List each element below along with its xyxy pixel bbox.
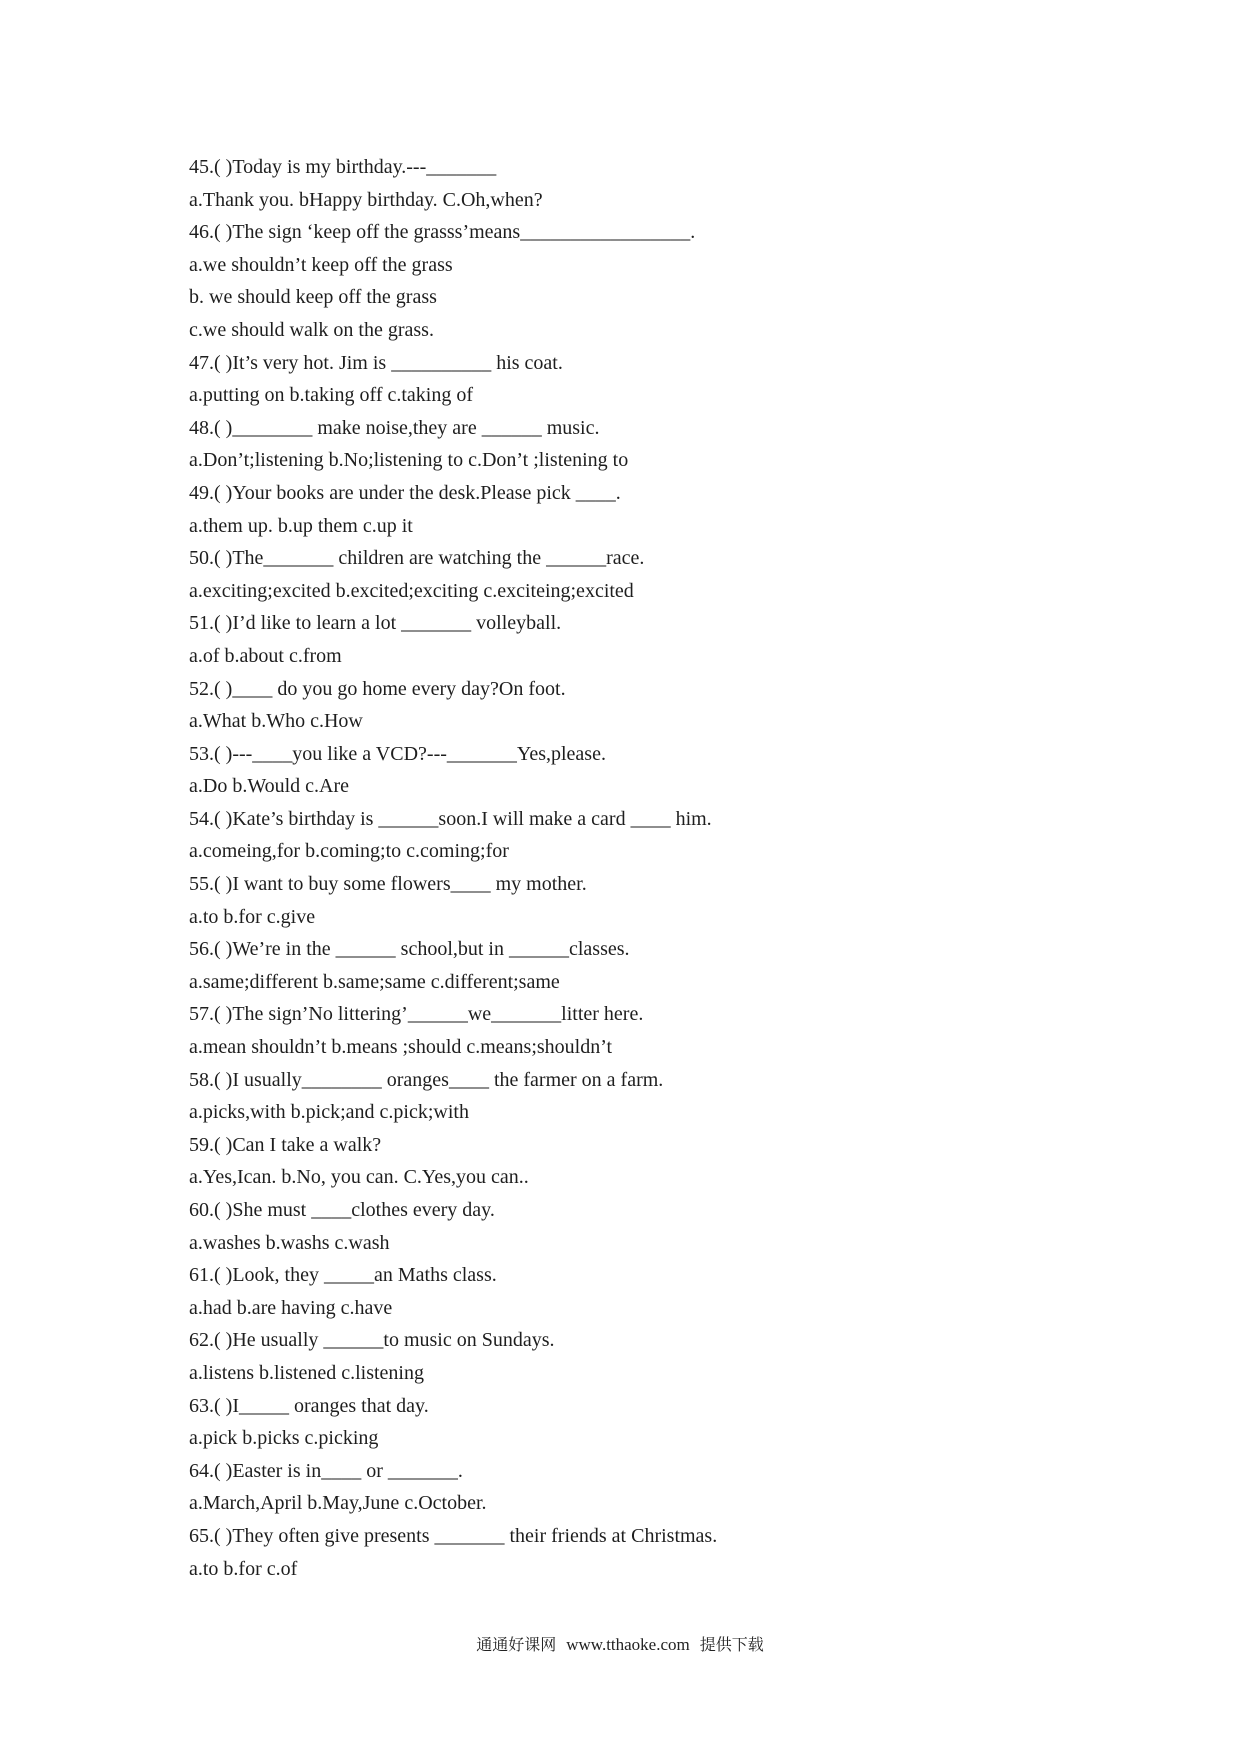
options-line: a.putting on b.taking off c.taking of [189,384,474,407]
question-line: 65.( )They often give presents _______ their friends at Christmas. [189,1524,718,1547]
options-line: a.washes b.washs c.wash [189,1231,390,1254]
options-line: a.to b.for c.give [189,905,316,928]
options-line: a.comeing,for b.coming;to c.coming;for [189,840,509,863]
options-line: a.Do b.Would c.Are [189,775,350,798]
options-line: a.Yes,Ican. b.No, you can. C.Yes,you can.. [189,1166,529,1189]
options-line: a.mean shouldn’t b.means ;should c.means;shouldn’t [189,1036,613,1059]
footer-suffix: 提供下载 [699,1635,764,1654]
question-line: 47.( )It’s very hot. Jim is __________ his coat. [189,351,563,374]
options-line: a.them up. b.up them c.up it [189,514,413,537]
footer-url: www.tthaoke.com [566,1635,690,1654]
options-line: a.to b.for c.of [189,1557,298,1580]
question-list [189,151,1089,1585]
options-line: a.Thank you. bHappy birthday. C.Oh,when? [189,188,543,211]
options-line: a.of b.about c.from [189,644,342,667]
options-line: a.listens b.listened c.listening [189,1361,424,1384]
question-line: 62.( )He usually ______to music on Sundays. [189,1329,555,1352]
footer-site-name: 通通好课网 [476,1635,557,1654]
question-line: 46.( )The sign ‘keep off the grasss’means_________________. [189,221,696,244]
question-line: 54.( )Kate’s birthday is ______soon.I will make a card ____ him. [189,807,712,830]
question-line: 52.( )____ do you go home every day?On foot. [189,677,566,700]
question-line: 50.( )The_______ children are watching the ______race. [189,547,645,570]
question-line: 61.( )Look, they _____an Maths class. [189,1264,497,1287]
question-line: 63.( )I_____ oranges that day. [189,1394,429,1417]
question-line: 59.( )Can I take a walk? [189,1133,382,1156]
question-line: 49.( )Your books are under the desk.Please pick ____. [189,481,621,504]
question-line: 51.( )I’d like to learn a lot _______ volleyball. [189,612,562,635]
question-line: 56.( )We’re in the ______ school,but in ______classes. [189,938,630,961]
question-line: 57.( )The sign’No littering’______we_______litter here. [189,1003,644,1026]
options-line: a.pick b.picks c.picking [189,1427,379,1450]
options-line: a.exciting;excited b.excited;exciting c.exciteing;excited [189,579,634,602]
question-line: 55.( )I want to buy some flowers____ my mother. [189,873,587,896]
options-line: a.What b.Who c.How [189,710,363,733]
options-line: a.Don’t;listening b.No;listening to c.Don’t ;listening to [189,449,629,472]
options-line: a.we shouldn’t keep off the grass [189,253,453,276]
options-line: a.March,April b.May,June c.October. [189,1492,487,1515]
question-line: 60.( )She must ____clothes every day. [189,1199,495,1221]
options-line: a.had b.are having c.have [189,1296,393,1319]
page-footer [0,1632,1240,1655]
question-line: 58.( )I usually________ oranges____ the farmer on a farm. [189,1068,664,1091]
question-line: 53.( )---____you like a VCD?---_______Yes,please. [189,742,606,765]
options-line: c.we should walk on the grass. [189,318,434,341]
question-line: 45.( )Today is my birthday.---_______ [189,156,497,178]
question-line: 64.( )Easter is in____ or _______. [189,1459,463,1482]
options-line: a.picks,with b.pick;and c.pick;with [189,1101,469,1124]
options-line: b. we should keep off the grass [189,286,437,309]
options-line: a.same;different b.same;same c.different;same [189,970,560,993]
question-line: 48.( )________ make noise,they are ______ music. [189,416,600,439]
